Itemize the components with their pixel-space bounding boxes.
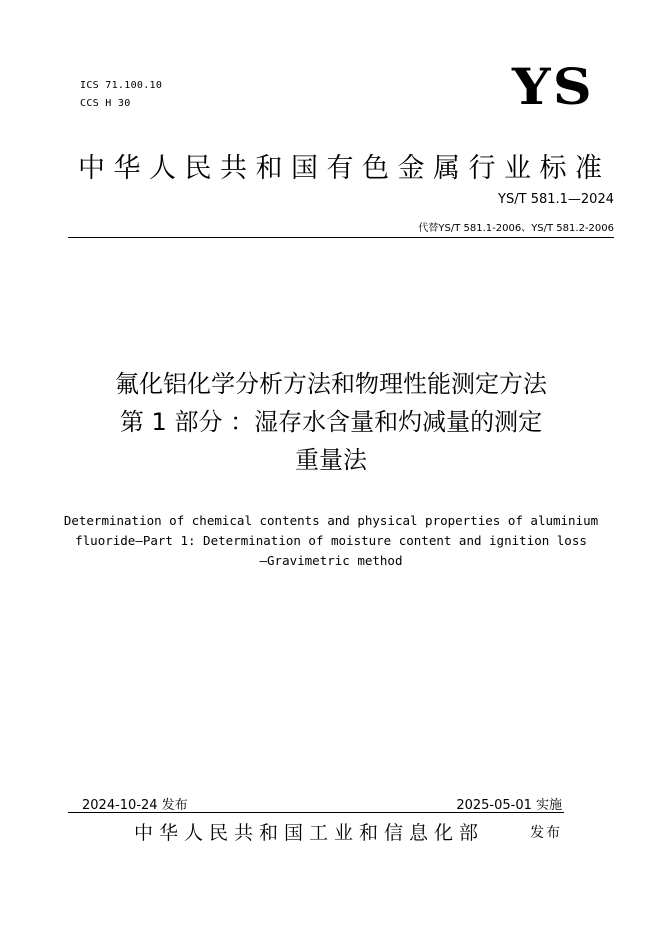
title-cn-line-2: 第 1 部分 ：湿存水含量和灼减量的测定 xyxy=(119,408,543,436)
implementation-date: 2025-05-01 实施 xyxy=(456,798,562,813)
ccs-code: CCS H 30 xyxy=(80,98,131,109)
header-divider xyxy=(68,237,614,238)
ys-logo: YS xyxy=(512,57,594,116)
standard-number: YS/T 581.1—2024 xyxy=(498,192,614,207)
ics-code: ICS 71.100.10 xyxy=(80,80,163,91)
title-en-line-1: Determination of chemical contents and physical properties of aluminium xyxy=(63,513,599,528)
replaces-note: 代替YS/T 581.1-2006、YS/T 581.2-2006 xyxy=(418,223,614,234)
title-en-line-3: —Gravimetric method xyxy=(259,553,403,568)
title-en-line-2: fluoride—Part 1: Determination of moisture content and ignition loss xyxy=(75,533,587,548)
publish-label: 发布 xyxy=(530,825,562,841)
issuing-ministry: 中华人民共和国工业和信息化部 xyxy=(134,822,485,844)
issue-date: 2024-10-24 发布 xyxy=(82,798,188,813)
title-cn-line-3: 重量法 xyxy=(295,446,367,474)
footer-divider xyxy=(68,812,564,813)
title-cn-line-1: 氟化铝化学分析方法和物理性能测定方法 xyxy=(115,370,547,398)
industry-standard-heading: 中华人民共和国有色金属行业标准 xyxy=(78,153,611,184)
